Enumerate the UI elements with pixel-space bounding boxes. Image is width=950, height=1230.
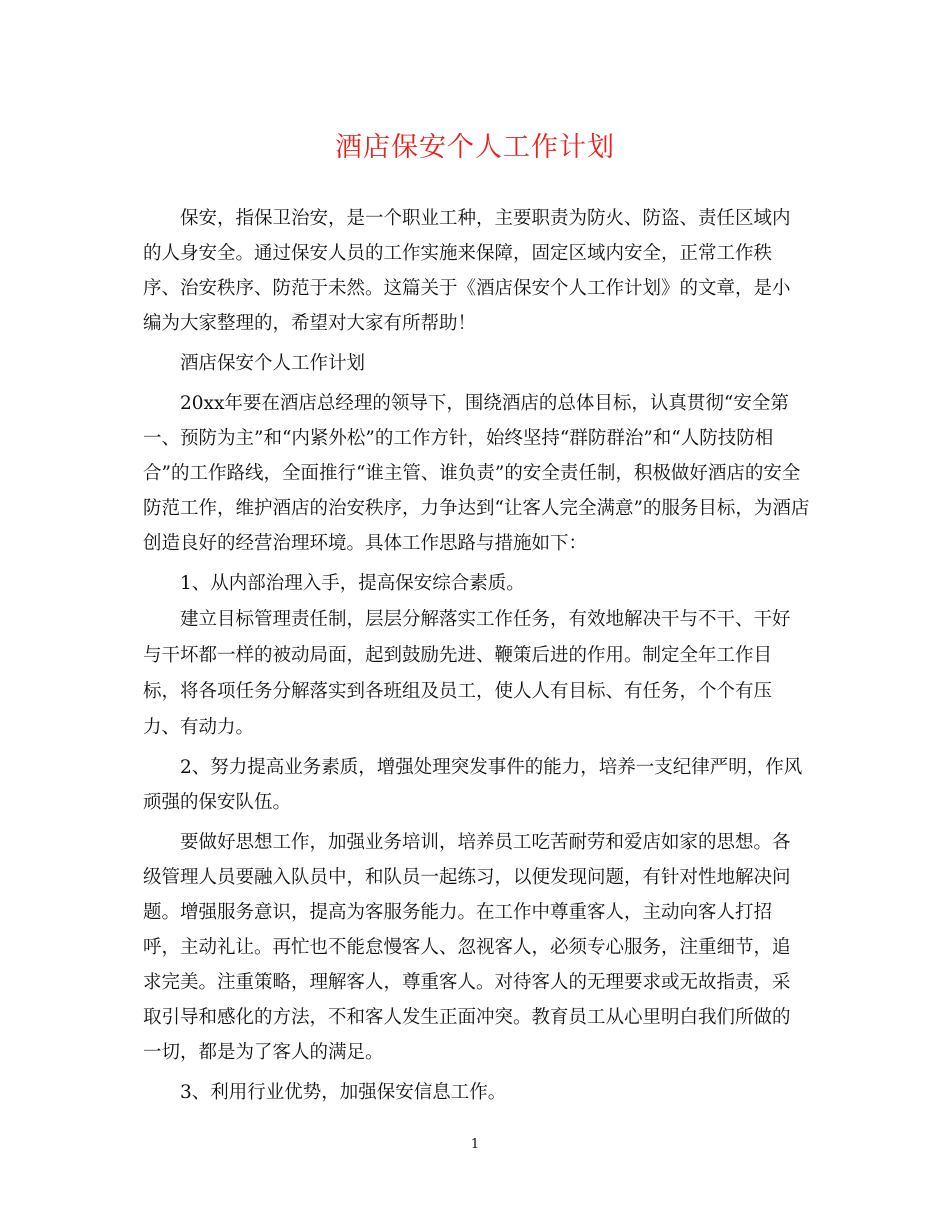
paragraph-line: 创造良好的经营治理环境。具体工作思路与措施如下：	[143, 533, 588, 554]
paragraph-line: 酒店保安个人工作计划	[180, 353, 366, 374]
paragraph-line: 序、治安秩序、防范于未然。这篇关于《酒店保安个人工作计划》的文章，是小	[143, 278, 791, 299]
paragraph-line: 级管理人员要融入队员中，和队员一起练习，以便发现问题，有针对性地解决问	[143, 867, 791, 888]
document-title: 酒店保安个人工作计划	[335, 132, 615, 163]
paragraph-line: 2、努力提高业务素质，增强处理突发事件的能力，培养一支纪律严明，作风	[180, 757, 803, 778]
paragraph-line: 题。增强服务意识，提高为客服务能力。在工作中尊重客人，主动向客人打招	[143, 902, 773, 923]
page-number: 1	[470, 1137, 480, 1152]
paragraph-line: 编为大家整理的，希望对大家有所帮助！	[143, 313, 477, 334]
paragraph-line: 取引导和感化的方法，不和客人发生正面冲突。教育员工从心里明白我们所做的	[143, 1007, 791, 1028]
paragraph-line: 20xx年要在酒店总经理的领导下，围绕酒店的总体目标，认真贯彻“安全第	[180, 393, 789, 414]
paragraph-line: 合”的工作路线，全面推行“谁主管、谁负责”的安全责任制，积极做好酒店的安全	[143, 463, 801, 484]
paragraph-line: 的人身安全。通过保安人员的工作实施来保障，固定区域内安全，正常工作秩	[143, 243, 773, 264]
paragraph-line: 呼，主动礼让。再忙也不能怠慢客人、忽视客人，必须专心服务，注重细节，追	[143, 937, 791, 958]
paragraph-line: 力、有动力。	[143, 717, 255, 738]
paragraph-line: 3、利用行业优势，加强保安信息工作。	[180, 1082, 507, 1103]
paragraph-line: 一切，都是为了客人的满足。	[143, 1042, 384, 1063]
paragraph-line: 求完美。注重策略，理解客人，尊重客人。对待客人的无理要求或无故指责，采	[143, 972, 791, 993]
paragraph-line: 建立目标管理责任制，层层分解落实工作任务，有效地解决干与不干、干好	[180, 609, 791, 630]
paragraph-line: 保安，指保卫治安，是一个职业工种，主要职责为防火、防盗、责任区域内	[180, 208, 791, 229]
paragraph-line: 标，将各项任务分解落实到各班组及员工，使人人有目标、有任务，个个有压	[143, 681, 773, 702]
paragraph-line: 顽强的保安队伍。	[143, 792, 292, 813]
paragraph-line: 要做好思想工作，加强业务培训，培养员工吃苦耐劳和爱店如家的思想。各	[180, 832, 791, 853]
paragraph-line: 与干坏都一样的被动局面，起到鼓励先进、鞭策后进的作用。制定全年工作目	[143, 645, 773, 666]
paragraph-line: 防范工作，维护酒店的治安秩序，力争达到“让客人完全满意”的服务目标，为酒店	[143, 498, 810, 519]
paragraph-line: 1、从内部治理入手，提高保安综合素质。	[180, 573, 525, 594]
paragraph-line: 一、预防为主”和“内紧外松”的工作方针，始终坚持“群防群治”和“人防技防相	[143, 428, 774, 449]
